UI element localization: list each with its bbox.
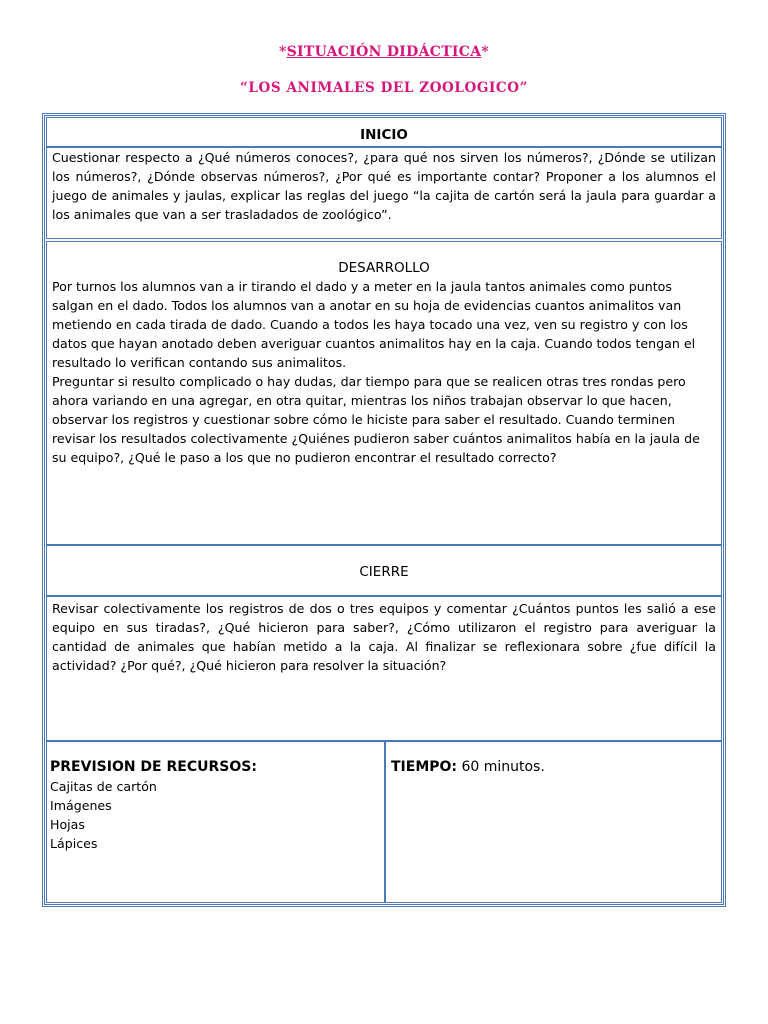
tiempo-cell <box>385 741 722 903</box>
desarrollo-paragraph-1: Por turnos los alumnos van a ir tirando el dado y a meter en la jaula tantos animales como puntos salgan en el dado. Todos los alumnos van a anotar en su hoja de evidencias cuantos animalitos van metiendo en cada tirada de dado. Cuando a todos les haya tocado una vez, ven su registro y con los datos que hayan anotado deben averiguar cuantos animalitos hay en la caja. Cuando todos tengan el resultado lo verifican contando sus animalitos. <box>52 279 696 370</box>
cierre-text: Revisar colectivamente los registros de dos o tres equipos y comentar ¿Cuántos puntos les salió a ese equipo en sus tiradas?, ¿Qué hicieron para saber?, ¿Cómo utilizaron el registro para averiguar la cantidad de animales que habían metido a la caja. Al finalizar se reflexionara sobre ¿fue difícil la actividad? ¿Por qué?, ¿Qué hicieron para resolver la situación? <box>52 601 716 673</box>
desarrollo-heading: DESARROLLO <box>338 260 430 276</box>
desarrollo-cell <box>46 241 722 545</box>
cierre-heading-cell <box>46 545 722 596</box>
inicio-heading: INICIO <box>360 127 408 143</box>
title-prefix: * <box>278 44 287 60</box>
recursos-item: Lápices <box>50 836 98 851</box>
recursos-heading: PREVISION DE RECURSOS: <box>50 759 257 775</box>
inicio-text: Cuestionar respecto a ¿Qué números conoces?, ¿para qué nos sirven los números?, ¿Dónde se utilizan los números?, ¿Dónde observas números?, ¿Por qué es importante contar? Proponer a los alumnos el juego de animales y jaulas, explicar las reglas del juego “la cajita de cartón será la jaula para guardar a los animales que van a ser trasladados de zoológico”. <box>52 150 716 222</box>
document-title <box>0 44 768 60</box>
inicio-heading-cell <box>46 117 722 147</box>
document-subtitle: “LOS ANIMALES DEL ZOOLOGICO” <box>240 80 528 96</box>
recursos-item: Cajitas de cartón <box>50 779 157 794</box>
recursos-cell <box>46 741 385 903</box>
title-text: SITUACIÓN DIDÁCTICA <box>286 44 482 60</box>
cierre-heading: CIERRE <box>359 564 409 580</box>
desarrollo-paragraph-2: Preguntar si resulto complicado o hay dudas, dar tiempo para que se realicen otras tres rondas pero ahora variando en una agregar, en otra quitar, mientras los niños trabajan observar lo que hacen, observar los registros y cuestionar sobre cómo le hiciste para saber el resultado. Cuando terminen revisar los resultados colectivamente ¿Quiénes pudieron saber cuántos animalitos había en la jaula de su equipo?, ¿Qué le paso a los que no pudieron encontrar el resultado correcto? <box>52 374 700 465</box>
recursos-item: Imágenes <box>50 798 112 813</box>
tiempo-value: 60 minutos. <box>461 759 545 775</box>
title-suffix: * <box>481 44 490 60</box>
inicio-body-cell <box>46 147 722 239</box>
recursos-item: Hojas <box>50 817 85 832</box>
cierre-body-cell <box>46 596 722 741</box>
tiempo-label: TIEMPO: <box>391 759 458 775</box>
